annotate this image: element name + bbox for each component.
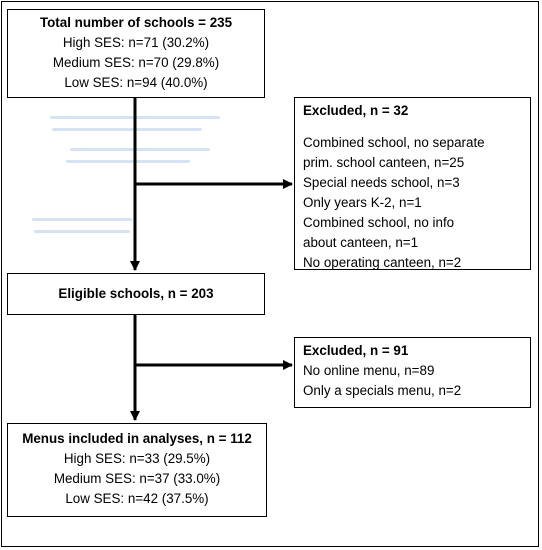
excluded-2-title: Excluded, n = 91 <box>303 343 409 358</box>
excluded-1-line: No operating canteen, n=2 <box>303 255 462 270</box>
excluded-1-line: Special needs school, n=3 <box>303 175 460 190</box>
total-ses-high: High SES: n=71 (30.2%) <box>62 35 210 50</box>
eligible-schools-box <box>7 273 265 315</box>
eligible-schools-title: Eligible schools, n = 203 <box>58 286 214 301</box>
excluded-1-title: Excluded, n = 32 <box>303 103 409 118</box>
excluded-2-line: Only a specials menu, n=2 <box>303 383 462 398</box>
total-schools-title: Total number of schools = 235 <box>39 15 233 30</box>
excluded-1-line: Combined school, no separate <box>303 135 485 150</box>
included-ses-high: High SES: n=33 (29.5%) <box>63 451 211 466</box>
menus-included-box <box>7 423 267 517</box>
total-ses-low: Low SES: n=94 (40.0%) <box>64 75 208 90</box>
excluded-box-1 <box>294 97 531 270</box>
included-ses-medium: Medium SES: n=37 (33.0%) <box>53 471 221 486</box>
excluded-box-2 <box>294 337 531 408</box>
total-ses-medium: Medium SES: n=70 (29.8%) <box>52 55 220 70</box>
menus-included-title: Menus included in analyses, n = 112 <box>22 431 252 446</box>
excluded-1-line: about canteen, n=1 <box>303 235 419 250</box>
excluded-1-line: Only years K-2, n=1 <box>303 195 422 210</box>
included-ses-low: Low SES: n=42 (37.5%) <box>65 491 209 506</box>
excluded-2-line: No online menu, n=89 <box>303 363 435 378</box>
excluded-1-line: Combined school, no info <box>303 215 455 230</box>
excluded-1-line: prim. school canteen, n=25 <box>303 155 465 170</box>
total-schools-box <box>7 9 265 98</box>
